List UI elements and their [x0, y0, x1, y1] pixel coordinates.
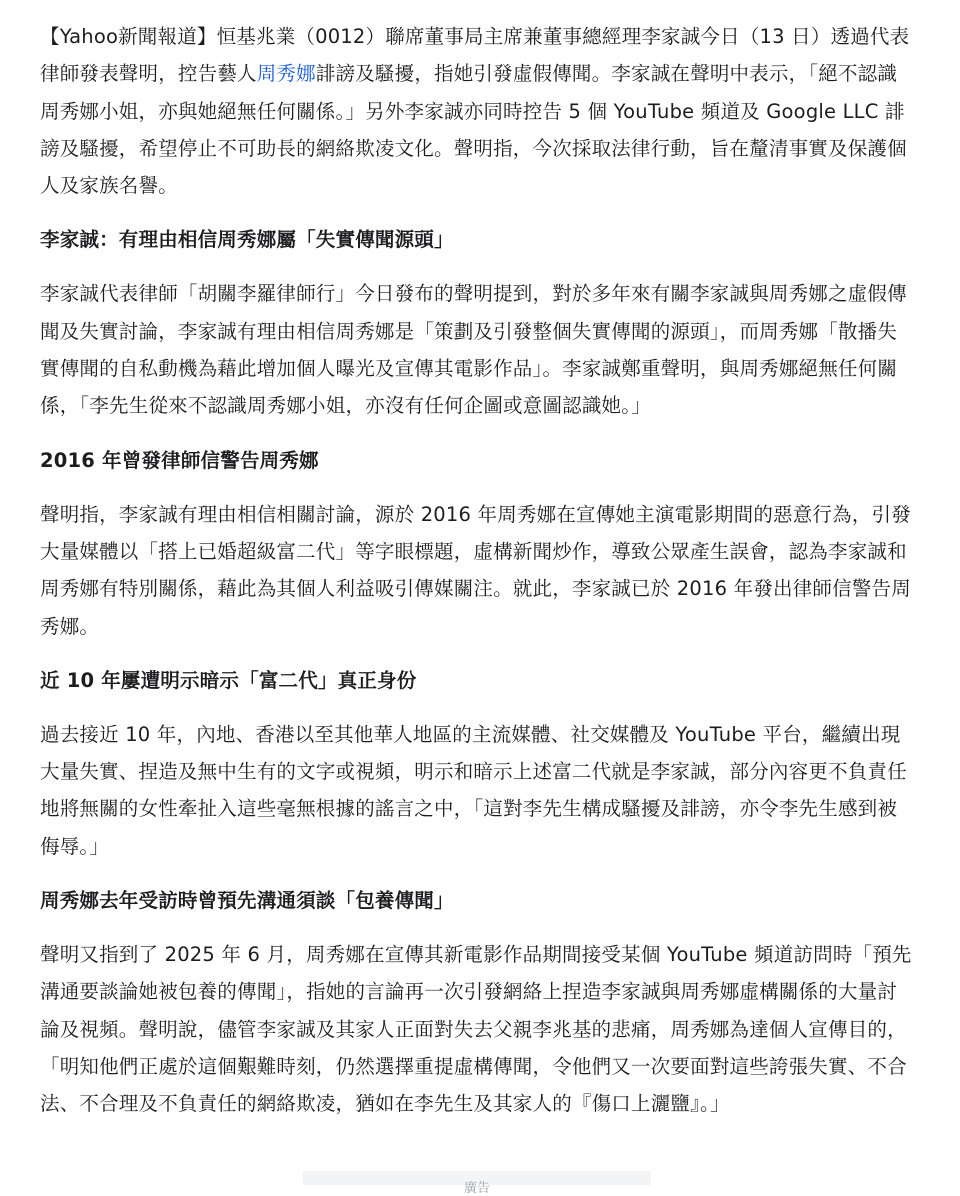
tag-link-chau-sau-na[interactable]: 周秀娜 [256, 62, 316, 86]
advertisement-label: 廣告 [463, 1181, 490, 1196]
article-paragraph-interview: 聲明又指到了 2025 年 6 月，周秀娜在宣傳其新電影作品期間接受某個 YouTube 頻道訪問時「預先溝通要談論她被包養的傳聞」，指她的言論再一次引發網絡上捏造李家誠與周秀娜虛構關係的大量討論及視頻。聲明說，儘管李家誠及其家人正面對失去父親李兆基的悲痛，周秀娜為達個人宣傳目的，「明知他們正處於這個艱難時刻，仍然選擇重提虛構傳聞，令他們又一次要面對這些誇張失實、不合法、不合理及不負責任的網絡欺凌，猶如在李先生及其家人的『傷口上灑鹽』。」 [40, 943, 912, 1116]
article-paragraph-2016-letter: 聲明指，李家誠有理由相信相關討論，源於 2016 年周秀娜在宣傳她主演電影期間的惡意行為，引發大量媒體以「搭上已婚超級富二代」等字眼標題，虛構新聞炒作，導致公眾產生誤會，認為李家誠和周秀娜有特別關係，藉此為其個人利益吸引傳媒關注。就此，李家誠已於 2016 年發出律師信警告周秀娜。 [40, 502, 911, 638]
section-heading-2016-letter: 2016 年曾發律師信警告周秀娜 [40, 448, 319, 472]
advertisement-banner[interactable] [303, 1171, 651, 1196]
article-paragraph-source: 李家誠代表律師「胡關李羅律師行」今日發布的聲明提到，對於多年來有關李家誠與周秀娜之虛假傳聞及失實討論，李家誠有理由相信周秀娜是「策劃及引發整個失實傳聞的源頭」，而周秀娜「散播失實傳聞的自私動機為藉此增加個人曝光及宣傳其電影作品」。李家誠鄭重聲明，與周秀娜絕無任何關係，「李先生從來不認識周秀娜小姐，亦沒有任何企圖或意圖認識她。」 [40, 282, 907, 418]
section-heading-source: 李家誠：有理由相信周秀娜屬「失實傳聞源頭」 [40, 228, 454, 252]
intro-text-before-link: 【Yahoo新聞報道】恒基兆業（0012）聯席董事局主席兼董事總經理李家誠今日（13 日）透過代表律師發表聲明，控告藝人 [40, 25, 910, 86]
article-body [40, 18, 915, 1123]
intro-text-after-link: 誹謗及騷擾，指她引發虛假傳聞。李家誠在聲明中表示，「絕不認識周秀娜小姐，亦與她絕無任何關係。」另外李家誠亦同時控告 5 個 YouTube 頻道及 Google LLC 誹謗及騷擾，希望停止不可助長的網絡欺凌文化。聲明指，今次採取法律行動，旨在釐清事實及保護個人及家族名譽。 [40, 62, 907, 198]
section-heading-identity: 近 10 年屢遭明示暗示「富二代」真正身份 [40, 668, 417, 692]
section-heading-interview: 周秀娜去年受訪時曾預先溝通須談「包養傳聞」 [40, 889, 454, 913]
article-paragraph-intro [40, 18, 915, 204]
article-paragraph-identity: 過去接近 10 年，內地、香港以至其他華人地區的主流媒體、社交媒體及 YouTube 平台，繼續出現大量失實、捏造及無中生有的文字或視頻，明示和暗示上述富二代就是李家誠，部分內容更不負責任地將無關的女性牽扯入這些毫無根據的謠言之中，「這對李先生構成騷擾及誹謗，亦令李先生感到被侮辱。」 [40, 722, 907, 858]
